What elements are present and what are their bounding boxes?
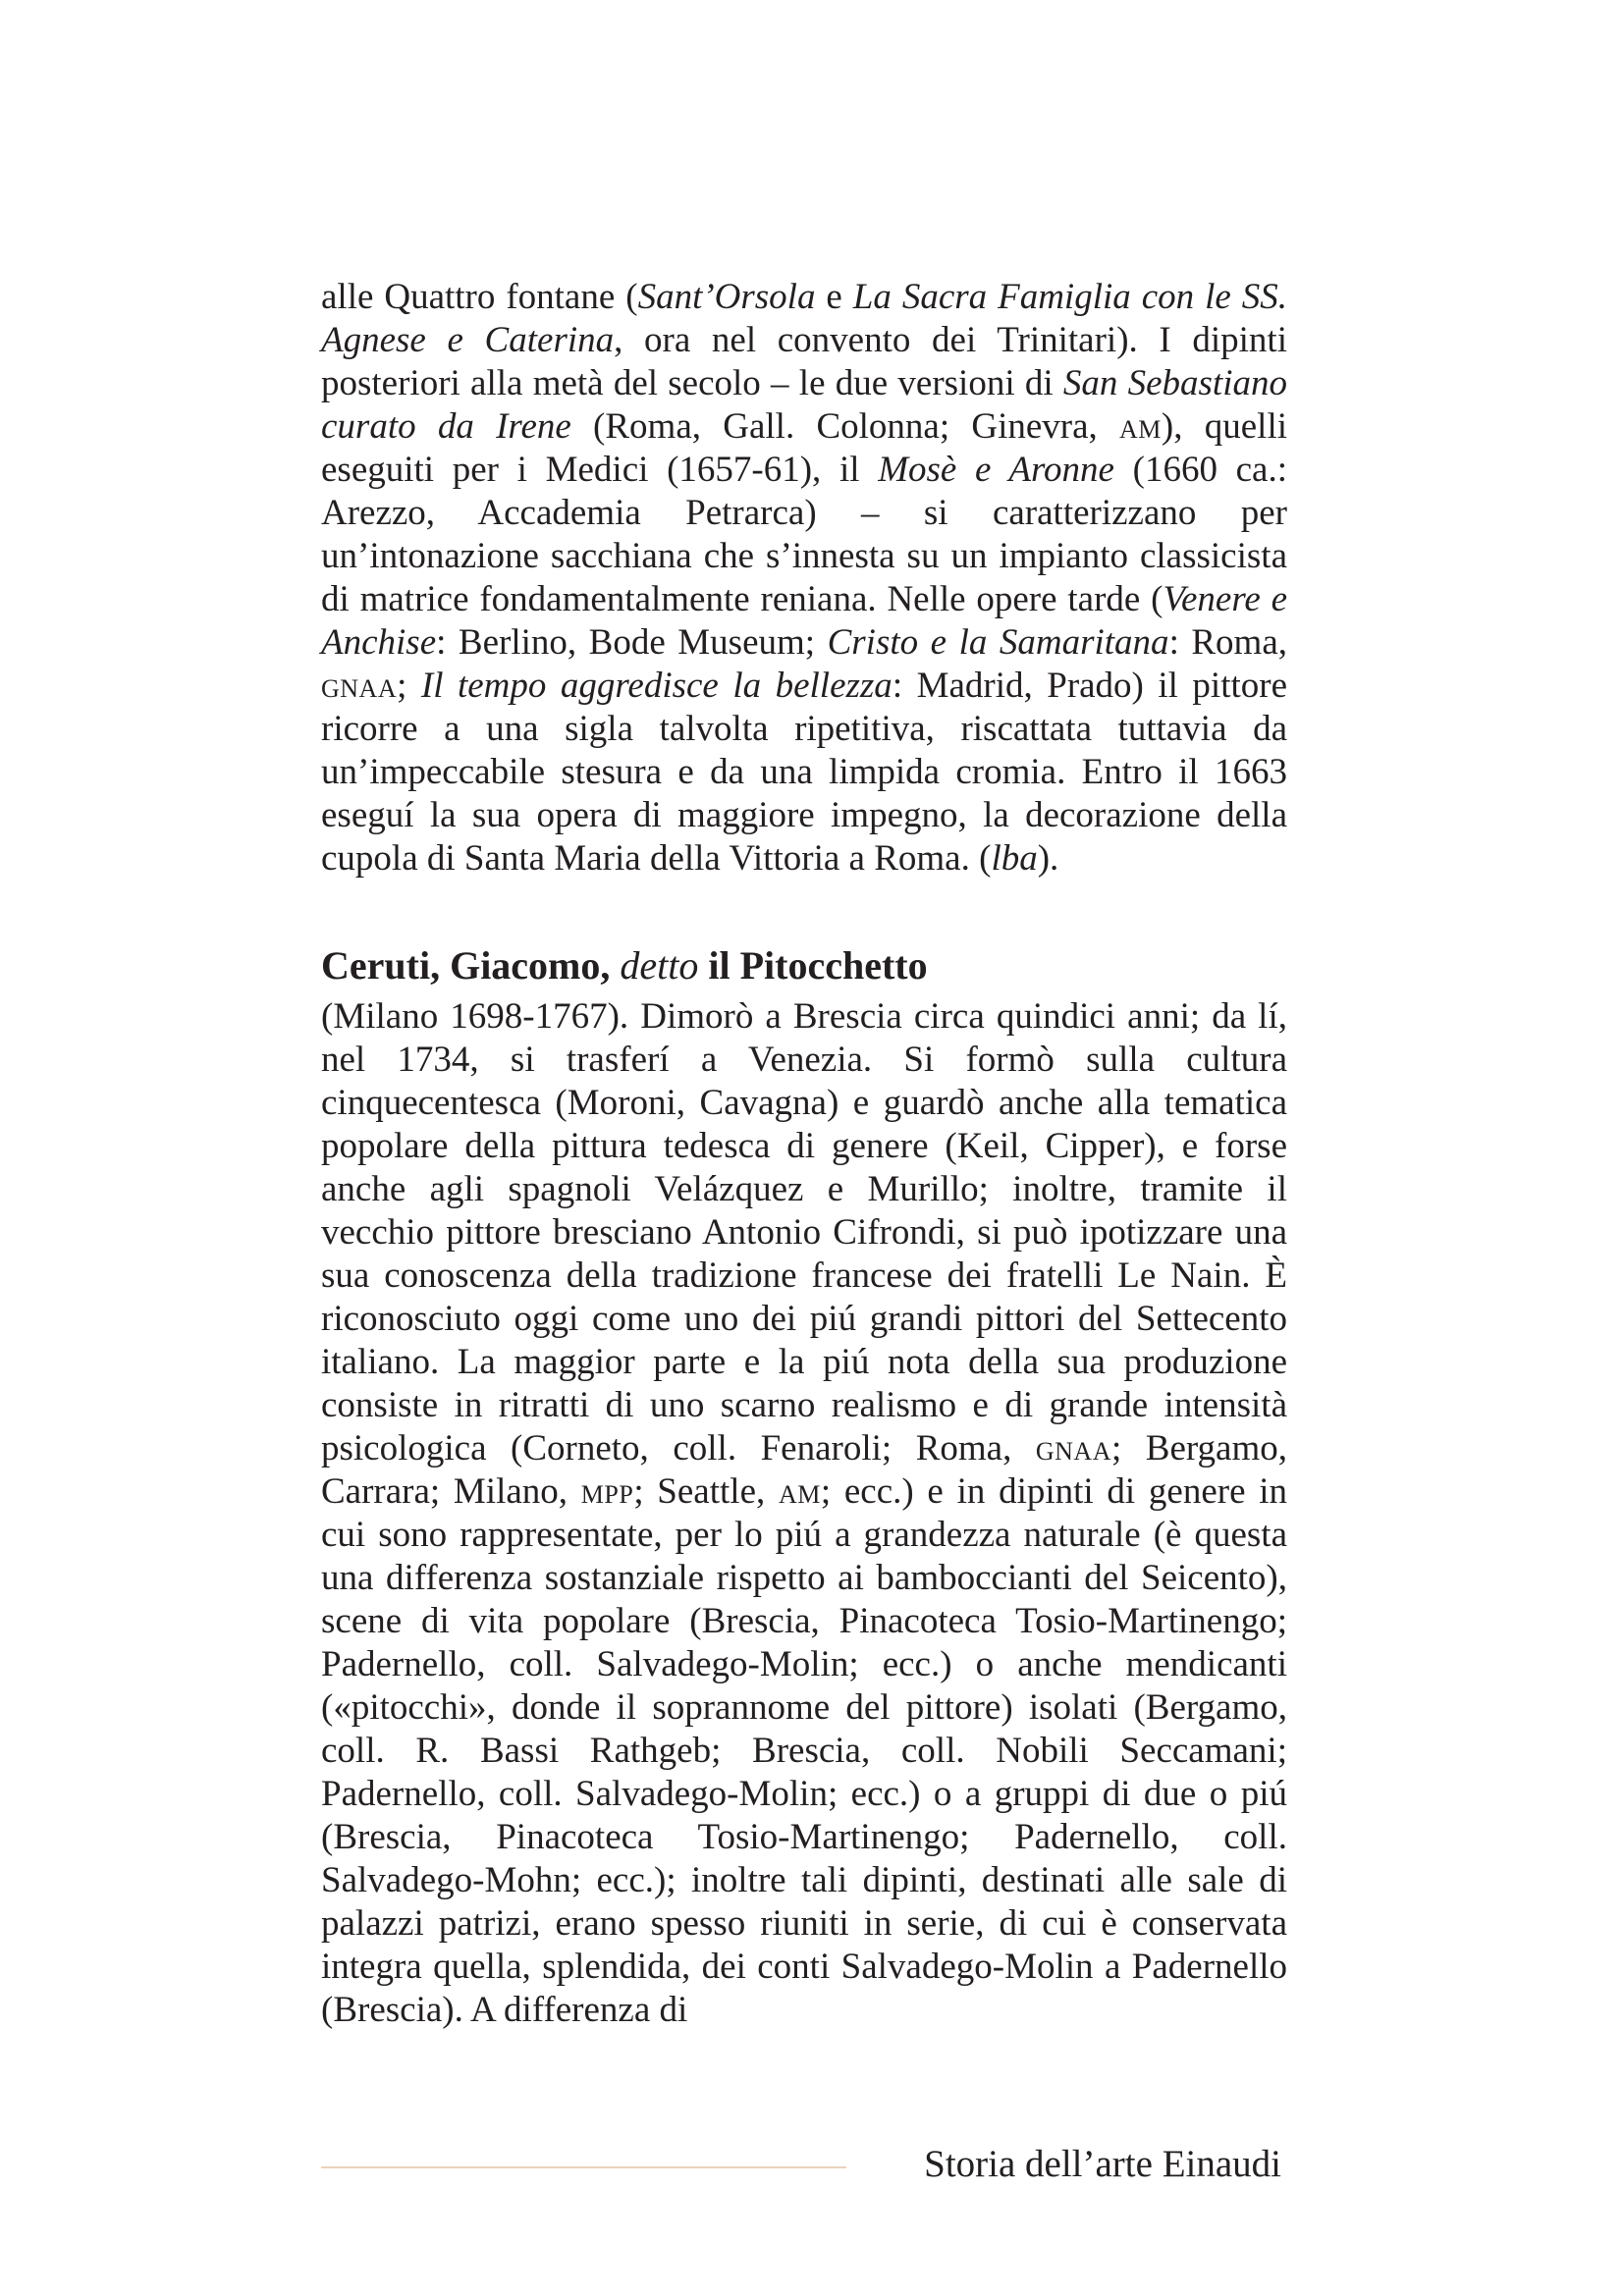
- italic-title: Mosè e Aronne: [878, 450, 1114, 490]
- italic-title: Il tempo aggredisce la bellezza: [420, 666, 893, 706]
- abbreviation: gnaa: [1035, 1428, 1111, 1468]
- italic-title: Sant’Orsola: [637, 277, 816, 317]
- italic-title: Cristo e la Samaritana: [827, 622, 1169, 663]
- text-run: (Milano 1698-1767). Dimorò a Brescia circa quindici anni; da lí, nel 1734, si trasferí a Venezia. Si formò sulla cultura cinquecentesca (Moroni, Cavagna) e guardò anche alla tematica popolare della pittura tedesca di genere (Keil, Cipper), e forse anche agli spagnoli Velázquez e Murillo; inoltre, tramite il vecchio pittore bresciano Antonio Cifrondi, si può ipotizzare una sua conoscenza della tradizione francese dei fratelli Le Nain. È riconosciuto oggi come uno dei piú grandi pittori del Settecento italiano. La maggior parte e la piú nota della sua produzione consiste in ritratti di uno scarno realismo e di grande intensità psicologica (Corneto, coll. Fenaroli; Roma,: [321, 996, 1287, 1468]
- entry-heading: [321, 942, 1287, 989]
- footer-title: Storia dell’arte Einaudi: [924, 2143, 1281, 2185]
- abbreviation: mpp: [580, 1471, 634, 1512]
- entry-heading-detto: detto: [620, 943, 699, 988]
- italic-title: La Sacra Famiglia con le SS. Agnese e Caterina: [321, 277, 1287, 360]
- abbreviation: gnaa: [321, 666, 398, 706]
- text-run: ; Bergamo, Carrara; Milano,: [321, 1428, 1287, 1512]
- text-run: alle Quattro fontane (: [321, 277, 638, 317]
- text-run: ;: [397, 666, 421, 706]
- italic-title: Venere e Anchise: [321, 579, 1288, 663]
- text-run: : Berlino, Bode Museum;: [436, 622, 828, 663]
- abbreviation: am: [778, 1471, 821, 1512]
- italic-title: San Sebastiano curato da Irene: [321, 363, 1287, 447]
- italic-title: lba: [991, 838, 1038, 879]
- text-run: ; Seattle,: [633, 1471, 779, 1512]
- entry-heading-name: Ceruti, Giacomo,: [321, 943, 611, 988]
- continued-paragraph: [321, 276, 1287, 881]
- text-run: ; ecc.) e in dipinti di genere in cui sono rappresentate, per lo piú a grandezza naturale (è questa una differenza sostanziale rispetto ai bamboccianti del Seicento), scene di vita popolare (Brescia, Pinacoteca Tosio-Martinengo; Padernello, coll. Salvadego-Molin; ecc.) o anche mendicanti («pitocchi», donde il soprannome del pittore) isolati (Bergamo, coll. R. Bassi Rathgeb; Brescia, coll. Nobili Seccamani; Padernello, coll. Salvadego-Molin; ecc.) o a gruppi di due o piú (Brescia, Pinacoteca Tosio-Martinengo; Padernello, coll. Salvadego-Mohn; ecc.); inoltre tali dipinti, destinati alle sale di palazzi patrizi, erano spesso riuniti in serie, di cui è conservata integra quella, splendida, dei conti Salvadego-Molin a Padernello (Brescia). A differenza di: [321, 1471, 1287, 2030]
- entry-heading-nickname: il Pitocchetto: [708, 943, 928, 988]
- text-run: (Roma, Gall. Colonna; Ginevra,: [570, 406, 1120, 447]
- text-run: ), quelli eseguiti per i Medici (1657-61), il: [321, 406, 1288, 490]
- entry-paragraph: [321, 995, 1287, 2032]
- footer-rule: [321, 2166, 846, 2168]
- text-run: , ora nel convento dei Trinitari). I dipinti posteriori alla metà del secolo – le due versioni di: [321, 320, 1287, 403]
- abbreviation: am: [1119, 406, 1162, 447]
- text-run: : Madrid, Prado) il pittore ricorre a una sigla talvolta ripetitiva, riscattata tuttavia da un’impeccabile stesura e da una limpida cromia. Entro il 1663 eseguí la sua opera di maggiore impegno, la decorazione della cupola di Santa Maria della Vittoria a Roma. (: [321, 666, 1287, 879]
- text-run: e: [815, 277, 853, 317]
- text-run: : Roma,: [1168, 622, 1287, 663]
- text-run: (1660 ca.: Arezzo, Accademia Petrarca) – si caratterizzano per un’intonazione sacchiana che s’innesta su un impianto classicista di matrice fondamentalmente reniana. Nelle opere tarde (: [321, 450, 1287, 619]
- text-run: ).: [1037, 838, 1059, 879]
